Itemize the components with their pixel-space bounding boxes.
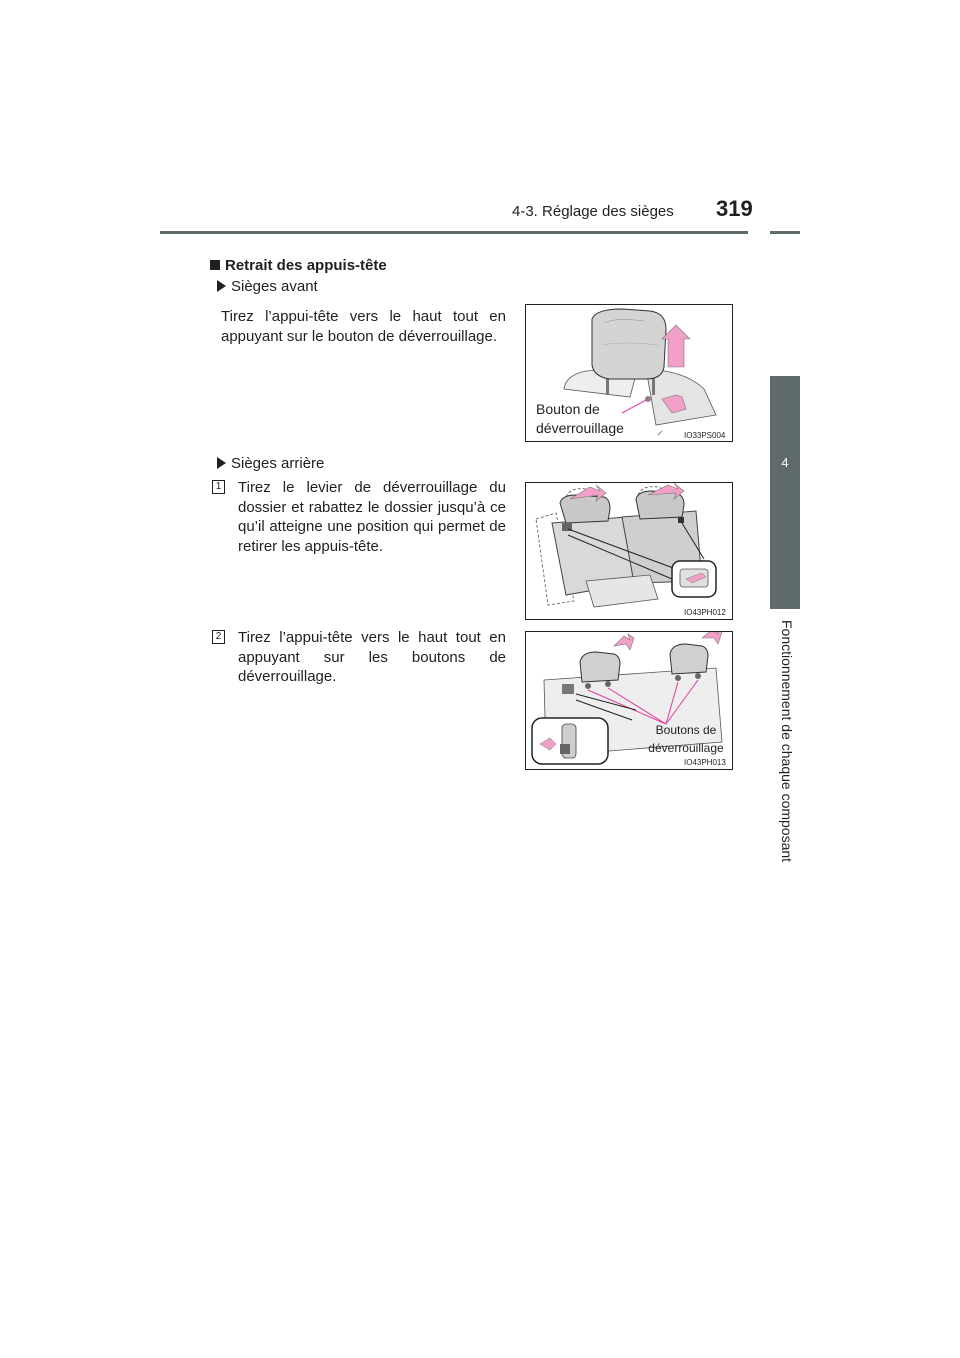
front-seats-text: Tirez l’appui-tête vers le haut tout en appuyant sur le bouton de déverrouillage. (221, 308, 506, 345)
triangle-bullet-icon (217, 280, 226, 292)
triangle-bullet-icon (217, 457, 226, 469)
front-seats-subheading: Sièges avant (217, 278, 318, 295)
rear-seatback-figure (525, 482, 733, 620)
step-number-2: 2 (212, 630, 225, 644)
square-bullet-icon (210, 260, 220, 270)
chapter-vertical-title: Fonctionnement de chaque composant (779, 620, 795, 863)
rear-seats-subheading: Sièges arrière (217, 455, 324, 472)
header-rule (160, 231, 748, 234)
page-number: 319 (716, 196, 753, 221)
step-1-text: Tirez le levier de déverrouillage du dossier et rabattez le dossier jusqu’à ce qu’il atteigne une position qui permet de retirer les appuis-tête. (238, 479, 506, 555)
section-heading (210, 257, 387, 274)
step-2-text: Tirez l’appui-tête vers le haut tout en appuyant sur les boutons de déverrouillage. (238, 629, 506, 685)
header-rule-tab (770, 231, 800, 234)
figure-code: IO33PS004 (684, 431, 726, 440)
section-heading-text: Retrait des appuis-tête (225, 257, 387, 274)
release-buttons-label: Boutons de déverrouillage (648, 723, 724, 755)
release-button-label: Bouton de déverrouillage (536, 401, 624, 436)
rear-seatback-illustration (526, 483, 732, 619)
section-title: 4-3. Réglage des sièges (512, 203, 674, 220)
chapter-tab-number: 4 (781, 455, 789, 470)
figure-code: IO43PH012 (684, 608, 726, 617)
rear-headrest-figure (525, 631, 733, 770)
chapter-tab (770, 376, 800, 609)
front-headrest-figure (525, 304, 733, 442)
step-number-1: 1 (212, 480, 225, 494)
figure-code: IO43PH013 (684, 758, 726, 767)
